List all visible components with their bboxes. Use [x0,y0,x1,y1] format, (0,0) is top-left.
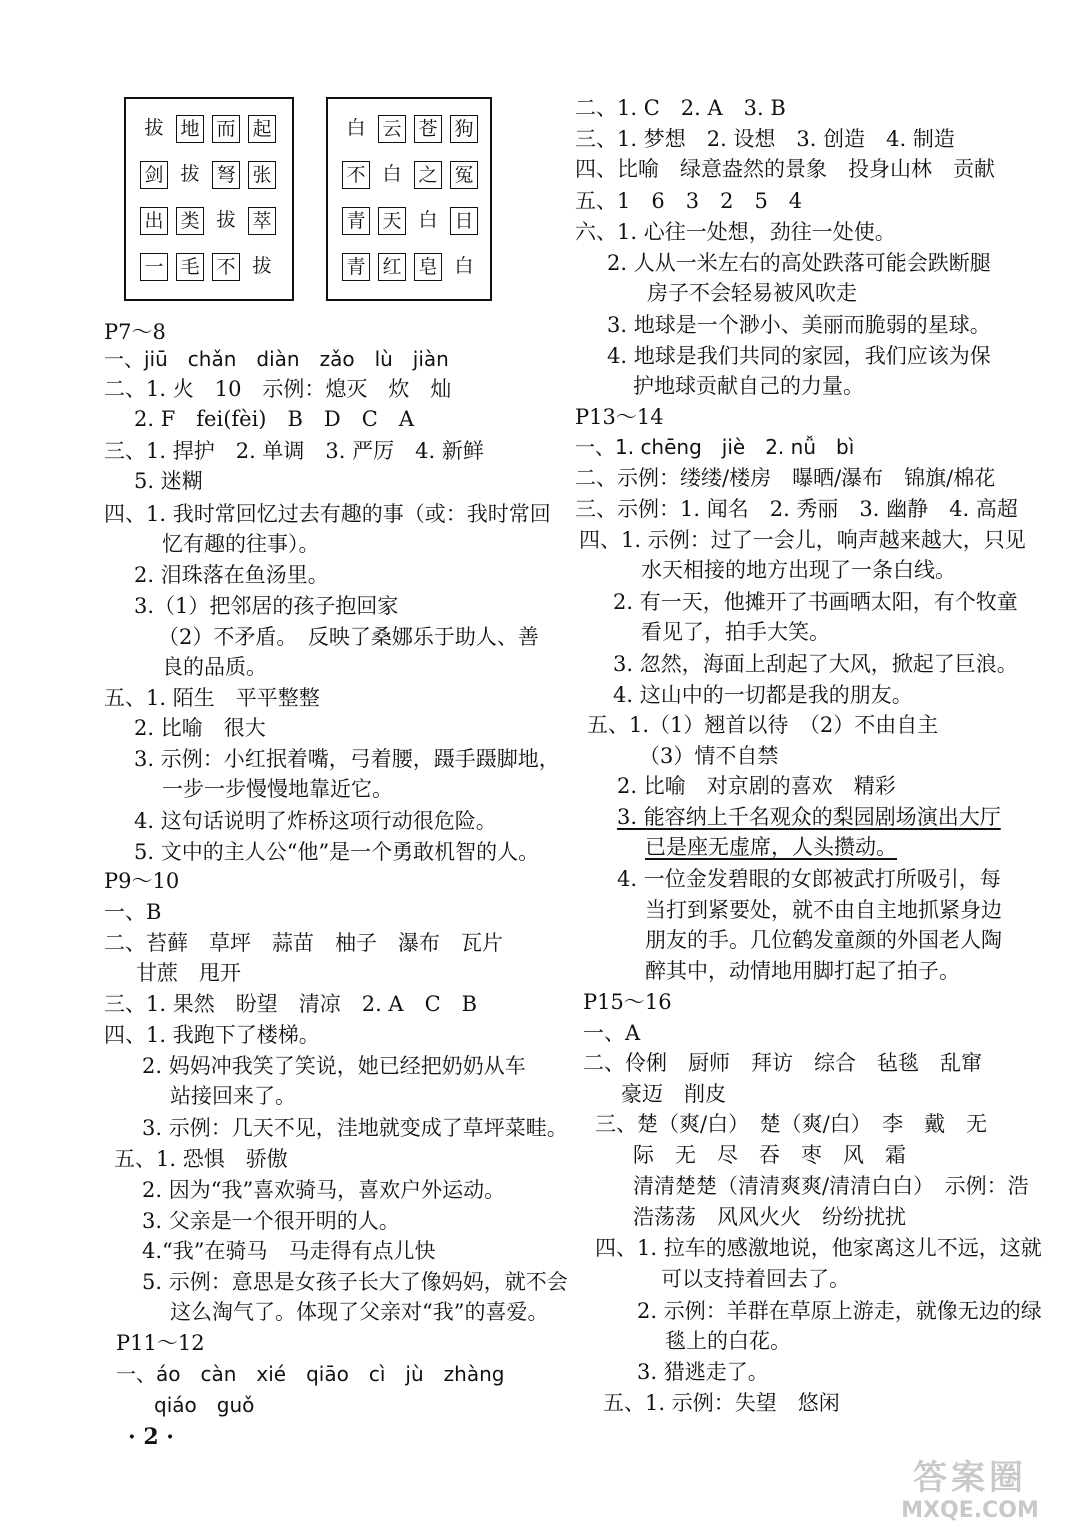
answer-line: 一步一步慢慢地靠近它。 [162,777,393,801]
idiom-grid-right-cell: 青 [342,253,370,281]
answer-line: 二、1. C 2. A 3. B [575,96,786,120]
answer-line: 站接回来了。 [170,1084,296,1108]
answer-line: 五、1. 陌生 平平整整 [104,686,320,710]
watermark [880,1458,1060,1530]
idiom-grid-left-cell: 拔 [216,209,236,231]
answer-line: 一、A [583,1021,641,1045]
answer-line: P13～14 [575,405,664,429]
answer-line: 4.“我”在骑马 马走得有点儿快 [142,1239,436,1263]
answer-line: （2）不矛盾。 反映了桑娜乐于助人、善 [158,625,539,649]
answer-line: 五、1. 恐惧 骄傲 [114,1147,288,1171]
idiom-grid-left-cell: 萃 [248,207,276,235]
answer-line: 二、伶俐 厨师 拜访 综合 毡毯 乱窜 [583,1051,982,1075]
answer-line: 4. 这句话说明了炸桥这项行动很危险。 [134,809,497,833]
idiom-grid-right-cell: 红 [378,253,406,281]
idiom-grid-right-cell: 白 [418,209,438,231]
answer-line: 良的品质。 [162,655,267,679]
answer-line: 三、1. 果然 盼望 清凉 2. A C B [104,992,478,1016]
answer-line: 五、1.（1）翘首以待 （2）不由自主 [587,713,939,737]
idiom-grid-left-cell: 起 [248,115,276,143]
idiom-grid-right-cell: 不 [342,161,370,189]
idiom-grid-left [124,97,294,301]
answer-line: 二、苔藓 草坪 蒜苗 柚子 瀑布 瓦片 [104,931,503,955]
answer-line: 3. 示例：几天不见，洼地就变成了草坪菜畦。 [142,1116,568,1140]
answer-line: 4. 地球是我们共同的家园，我们应该为保 [607,344,991,368]
answer-line: 5. 示例：意思是女孩子长大了像妈妈，就不会 [142,1270,568,1294]
answer-line: 3. 示例：小红抿着嘴，弓着腰，蹑手蹑脚地， [134,747,560,771]
answer-line: 4. 这山中的一切都是我的朋友。 [613,683,913,707]
answer-line: 三、楚（爽/白） 楚（爽/白） 李 戴 无 [595,1112,988,1136]
answer-line: P15～16 [583,990,672,1014]
answer-line: 2. 因为“我”喜欢骑马，喜欢户外运动。 [142,1178,506,1202]
idiom-grid-left-cell: 弩 [212,161,240,189]
answer-line: 毯上的白花。 [665,1329,791,1353]
answer-line: 看见了，拍手大笑。 [641,620,830,644]
answer-line: 2. 人从一米左右的高处跌落可能会跌断腿 [607,251,991,275]
answer-line: 二、1. 火 10 示例：熄灭 炊 灿 [104,377,452,401]
answer-line: 水天相接的地方出现了一条白线。 [641,558,956,582]
answer-line: P11～12 [116,1331,205,1355]
idiom-grid-left-cell: 毛 [176,253,204,281]
answer-line: 2. 比喻 对京剧的喜欢 精彩 [617,774,896,798]
idiom-grid-left-cell: 而 [212,115,240,143]
underlined-answer-text: 已是座无虚席，人头攒动。 [645,835,897,859]
answer-line: （3）情不自禁 [639,744,779,768]
watermark-logo-text: 答案圈 [913,1458,1027,1498]
idiom-grid-left-cell: 拔 [180,163,200,185]
idiom-grid-left-cell: 一 [140,253,168,281]
answer-line: 四、比喻 绿意盎然的景象 投身山林 贡献 [575,157,995,181]
answer-line: 醉其中，动情地用脚打起了拍子。 [645,959,960,983]
idiom-grid-right-cell: 狗 [450,115,478,143]
answer-line: 2. 妈妈冲我笑了笑说，她已经把奶奶从车 [142,1054,526,1078]
idiom-grid-left-cell: 出 [140,207,168,235]
answer-line: 豪迈 削皮 [621,1082,726,1106]
answer-line: 朋友的手。几位鹤发童颜的外国老人陶 [645,928,1002,952]
idiom-grid-right-cell: 皂 [414,253,442,281]
answer-line: 这么淘气了。体现了父亲对“我”的喜爱。 [170,1300,549,1324]
answer-line: 六、1. 心往一处想，劲往一处使。 [575,220,896,244]
answer-line [617,802,1001,832]
page-number: · 2 · [128,1424,174,1450]
idiom-grid-right-cell: 白 [382,163,402,185]
answer-line: 二、示例：缕缕/楼房 曝晒/瀑布 锦旗/棉花 [575,466,996,490]
answer-line: 5. 迷糊 [134,469,203,493]
answer-line: qiáo guǒ [154,1393,255,1417]
idiom-grid-right [326,97,492,301]
answer-line: 2. 有一天，他摊开了书画晒太阳，有个牧童 [613,590,1018,614]
answer-line: 4. 一位金发碧眼的女郎被武打所吸引，每 [617,867,1001,891]
answer-line: 一、áo càn xié qiāo cì jù zhàng [116,1362,505,1386]
idiom-grid-right-cell: 日 [450,207,478,235]
answer-line: 3. 忽然，海面上刮起了大风，掀起了巨浪。 [613,652,1018,676]
answer-line: 5. 文中的主人公“他”是一个勇敢机智的人。 [134,840,540,864]
answer-line: 3.（1）把邻居的孩子抱回家 [134,594,399,618]
answer-line: 浩荡荡 风风火火 纷纷扰扰 [633,1205,906,1229]
idiom-grid-left-cell: 张 [248,161,276,189]
answer-line: 2. F fei(fèi) B D C A [134,407,415,431]
idiom-grid-left-cell: 剑 [140,161,168,189]
answer-line: 四、1. 我跑下了楼梯。 [104,1023,320,1047]
answer-line: 忆有趣的往事）。 [162,532,320,556]
idiom-grid-right-cell: 之 [414,161,442,189]
underlined-answer-text: 3. 能容纳上千名观众的梨园剧场演出大厅 [617,805,1001,829]
answer-line: 甘蔗 甩开 [136,961,241,985]
answer-line: 2. 示例：羊群在草原上游走，就像无边的绿 [637,1299,1042,1323]
answer-line: 一、jiū chǎn diàn zǎo lù jiàn [104,347,449,371]
answer-line: 清清楚楚（清清爽爽/清清白白） 示例：浩 [633,1174,1029,1198]
answer-line: 三、1. 捍护 2. 单调 3. 严厉 4. 新鲜 [104,439,484,463]
answer-line: 四、1. 示例：过了一会儿，响声越来越大，只见 [579,528,1026,552]
answer-line: 际 无 尽 吞 枣 风 霜 [633,1143,906,1167]
idiom-grid-right-cell: 云 [378,115,406,143]
idiom-grid-right-cell: 苍 [414,115,442,143]
idiom-grid-right-cell: 白 [454,255,474,277]
answer-line: 五、1 6 3 2 5 4 [575,189,803,213]
answer-line: 2. 比喻 很大 [134,716,266,740]
idiom-grid-left-cell: 不 [212,253,240,281]
idiom-grid-left-cell: 拔 [252,255,272,277]
idiom-grid-left-cell: 拔 [144,117,164,139]
answer-line: 护地球贡献自己的力量。 [633,374,864,398]
answer-line: 3. 猎逃走了。 [637,1360,769,1384]
idiom-grid-right-cell: 冤 [450,161,478,189]
answer-line: 房子不会轻易被风吹走 [647,281,857,305]
answer-line: 一、B [104,900,162,924]
answer-line: 五、1. 示例：失望 悠闲 [603,1391,840,1415]
idiom-grid-left-cell: 类 [176,207,204,235]
answer-line: 3. 父亲是一个很开明的人。 [142,1209,400,1233]
answer-line [645,832,897,862]
answer-line: 三、示例：1. 闻名 2. 秀丽 3. 幽静 4. 高超 [575,497,1018,521]
idiom-grid-right-cell: 青 [342,207,370,235]
idiom-grid-right-cell: 天 [378,207,406,235]
answer-line: 四、1. 拉车的感激地说，他家离这儿不远，这就 [595,1236,1042,1260]
answer-line: P7～8 [104,320,166,344]
watermark-url: MXQE.COM [901,1498,1039,1523]
answer-line: 四、1. 我时常回忆过去有趣的事（或：我时常回 [104,502,551,526]
answer-line: 可以支持着回去了。 [661,1267,850,1291]
answer-line: 3. 地球是一个渺小、美丽而脆弱的星球。 [607,313,991,337]
idiom-grid-right-cell: 白 [346,117,366,139]
answer-line: 2. 泪珠落在鱼汤里。 [134,563,329,587]
answer-line: 当打到紧要处，就不由自主地抓紧身边 [645,898,1002,922]
answer-line: P9～10 [104,869,180,893]
idiom-grid-left-cell: 地 [176,115,204,143]
answer-line: 三、1. 梦想 2. 设想 3. 创造 4. 制造 [575,127,955,151]
answer-line: 一、1. chēng jiè 2. nǚ bì [575,435,855,459]
